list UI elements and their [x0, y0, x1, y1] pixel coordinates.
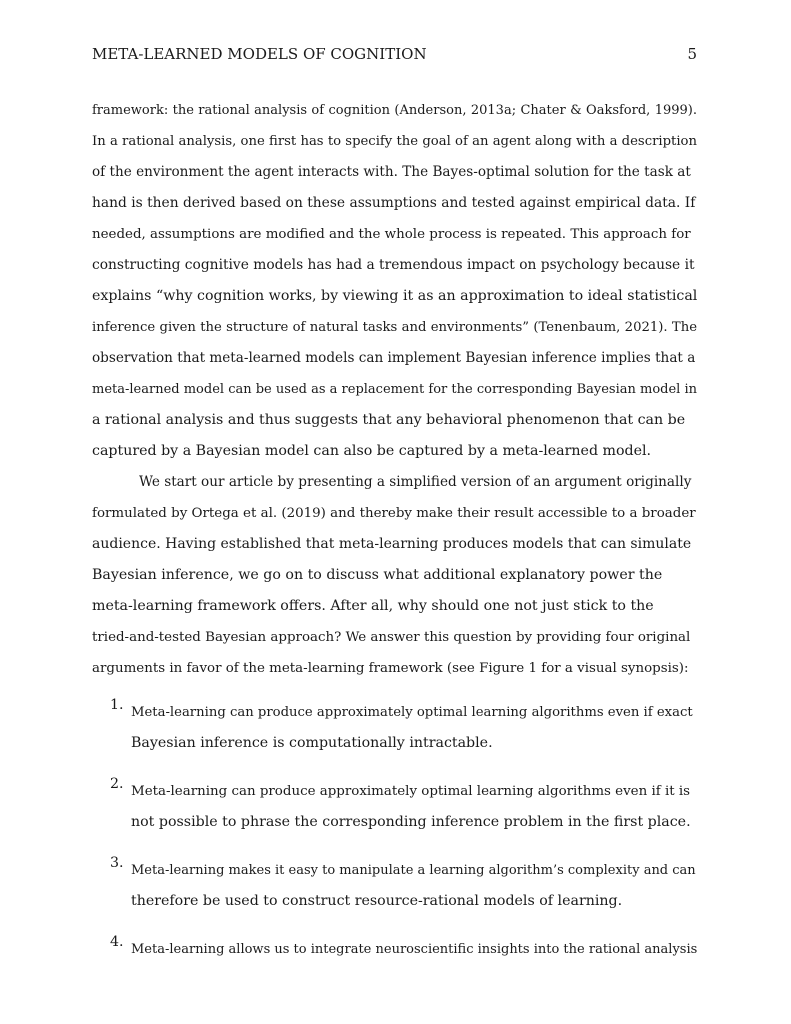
list-item: [92, 697, 697, 759]
text-line: observation that meta-learned models can implement Bayesian inference implies that a: [92, 350, 696, 366]
text-line: constructing cognitive models has had a tremendous impact on psychology because it: [92, 257, 695, 273]
text-line: Meta-learning allows us to integrate neuroscientific insights into the rational analysis: [131, 942, 698, 957]
text-line: Meta-learning can produce approximately optimal learning algorithms even if it is: [131, 784, 691, 799]
text-line: arguments in favor of the meta-learning framework (see Figure 1 for a visual synopsis):: [92, 661, 689, 676]
text-line: captured by a Bayesian model can also be captured by a meta-learned model.: [92, 443, 652, 459]
text-line: inference given the structure of natural tasks and environments” (Tenenbaum, 2021). The: [92, 320, 697, 335]
text-line: In a rational analysis, one first has to specify the goal of an agent along with a description: [92, 134, 697, 149]
text-line: Bayesian inference, we go on to discuss what additional explanatory power the: [92, 567, 663, 583]
running-header: [92, 44, 697, 64]
body-text: [92, 95, 697, 684]
list-item: [92, 855, 697, 917]
page-number: 5: [687, 45, 697, 63]
paragraph-1: [92, 95, 697, 467]
text-line: We start our article by presenting a simplified version of an argument originally: [139, 474, 692, 490]
list-item: [92, 934, 697, 965]
text-line: hand is then derived based on these assumptions and tested against empirical data. If: [92, 195, 696, 211]
list-item: [92, 776, 697, 838]
text-line: Bayesian inference is computationally intractable.: [131, 735, 493, 751]
text-line: tried-and-tested Bayesian approach? We answer this question by providing four original: [92, 630, 691, 645]
text-line: not possible to phrase the corresponding inference problem in the first place.: [131, 814, 691, 830]
text-line: therefore be used to construct resource-rational models of learning.: [131, 893, 623, 909]
list-number: 2.: [110, 776, 124, 792]
text-line: explains “why cognition works, by viewing it as an approximation to ideal statistical: [92, 288, 698, 304]
list-number: 3.: [110, 855, 124, 871]
running-title: META-LEARNED MODELS OF COGNITION: [92, 45, 427, 63]
numbered-list: [92, 697, 697, 982]
text-line: Meta-learning can produce approximately optimal learning algorithms even if exact: [131, 705, 693, 720]
text-line: audience. Having established that meta-learning produces models that can simulate: [92, 536, 692, 552]
text-line: Meta-learning makes it easy to manipulate a learning algorithm’s complexity and can: [131, 863, 696, 878]
text-line: meta-learning framework offers. After all, why should one not just stick to the: [92, 598, 654, 614]
list-number: 1.: [110, 697, 124, 713]
text-line: meta-learned model can be used as a replacement for the corresponding Bayesian model in: [92, 382, 697, 397]
text-line: a rational analysis and thus suggests that any behavioral phenomenon that can be: [92, 412, 686, 428]
text-line: needed, assumptions are modified and the whole process is repeated. This approach for: [92, 227, 691, 242]
paragraph-2: [92, 467, 697, 684]
list-number: 4.: [110, 934, 124, 950]
text-line: framework: the rational analysis of cognition (Anderson, 2013a; Chater & Oaksford, 1999).: [92, 103, 697, 118]
text-line: formulated by Ortega et al. (2019) and thereby make their result accessible to a broader: [92, 506, 696, 521]
text-line: of the environment the agent interacts with. The Bayes-optimal solution for the task at: [92, 164, 691, 180]
